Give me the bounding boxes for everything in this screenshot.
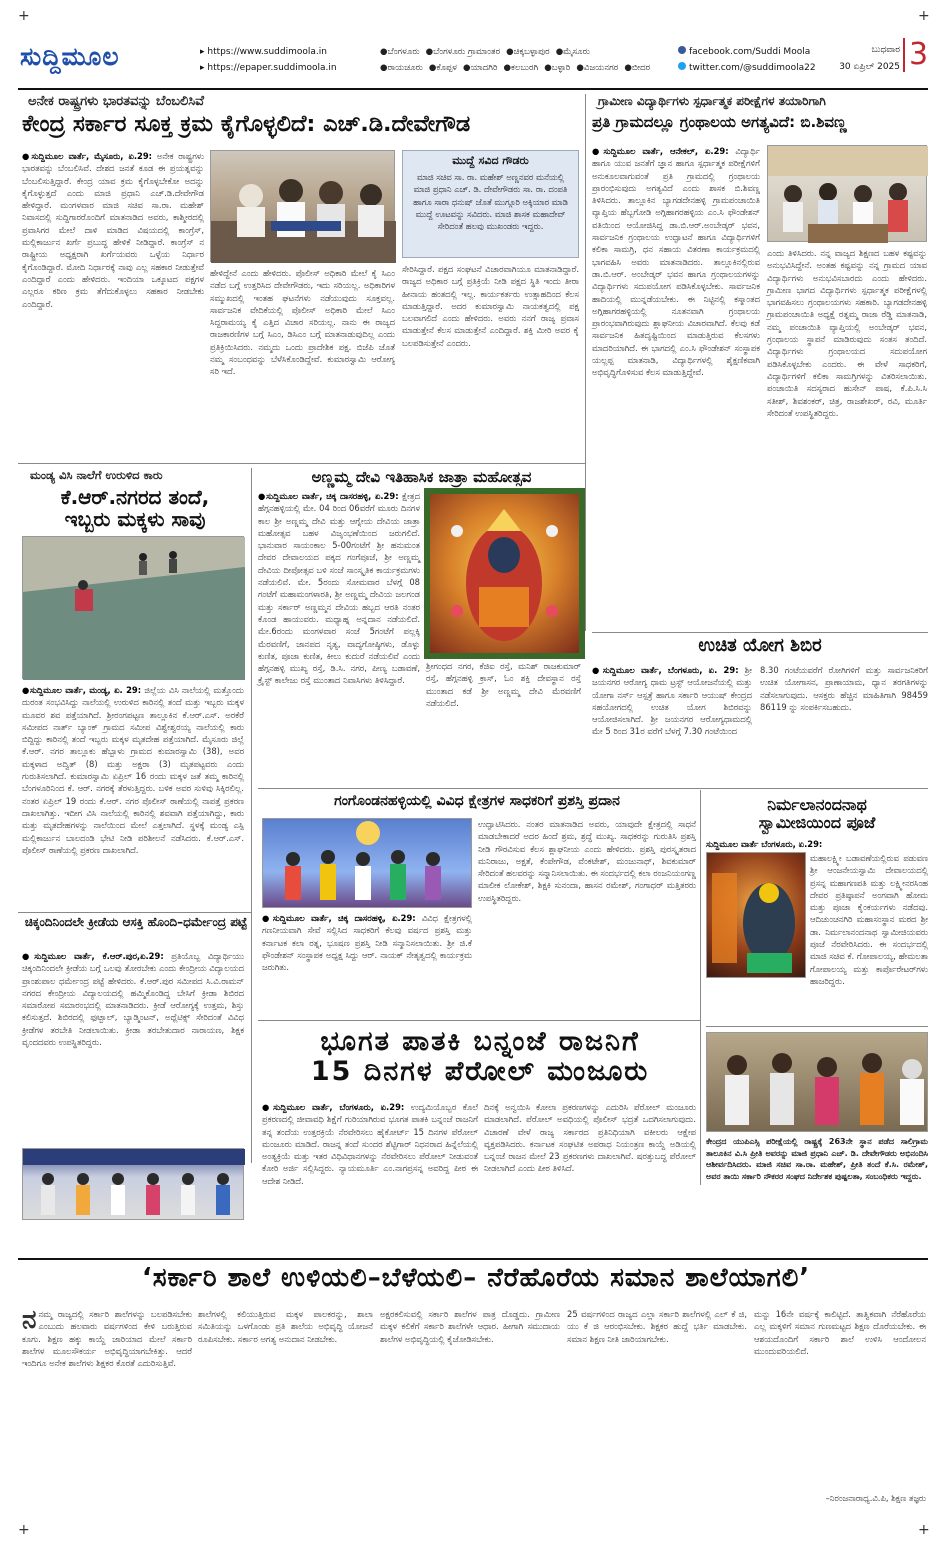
article-headline: ಅಣ್ಣಮ್ಮ ದೇವಿ ಇತಿಹಾಸಿಕ ಜಾತ್ರಾ ಮಹೋತ್ಸವ [311,468,532,486]
photo-figures [707,1033,929,1133]
registration-mark: + [18,1522,30,1538]
article-headline: ಭೂಗತ ಪಾತಕಿ ಬನ್ನಂಜೆ ರಾಜನಿಗೆ 15 ದಿನಗಳ ಪೆರೋಲ್ ಮಂಜೂರು [310,1026,650,1087]
page-number: 3 [903,38,928,72]
column-rule [585,94,586,631]
registration-mark: + [918,1522,930,1538]
article-headline: ಉಚಿತ ಯೋಗ ಶಿಬಿರ [698,635,822,656]
section-rule [706,1026,928,1027]
press-meet-photo [210,150,395,262]
social-links [678,44,816,76]
article-body: ದಿನಕ್ಕೆ ಅನ್ವಯಿಸಿ ಕೋಲಾ ಪ್ರಕರಣಗಳನ್ನು ಎದುರಿಸಿ ಪೆರೋಲ್ ಮಂಜೂರು ಮಾಡಲಾಗಿದೆ. ಪೆರೋಲ್ ಅವಧಿಯಲ್ಲಿ ಪೊಲೀಸ್ ಭದ್ರತೆ ಒದಗಿಸಲಾಗುವುದು. ವಿಚಾರಣೆ ವೇಳೆ ರಾಜ್ಯ ಸರ್ಕಾರದ ಪ್ರತಿನಿಧಿಯಾಗಿ ವಕೀಲರು ಆಕ್ಷೇಪ ವ್ಯಕ್ತಪಡಿಸಿದರು. ಕರ್ನಾಟಕ ಸಂಘಟಿತ ಅಪರಾಧ ನಿಯಂತ್ರಣ ಕಾಯ್ದೆ ಅಡಿಯಲ್ಲಿ ಬನ್ನಂಜೆ ರಾಜನ ಮೇಲೆ 23 ಪ್ರಕರಣಗಳು ದಾಖಲಾಗಿವೆ. ಷರತ್ತುಬದ್ಧ ಪೆರೋಲ್ ನೀಡಲಾಗಿದೆ ಎಂದು ಪೀಠ ತಿಳಿಸಿದೆ. [484,1102,696,1174]
article-body: ●ಸುದ್ದಿಮೂಲ ವಾರ್ತೆ, ಬೆಂಗಳೂರು, ಏ. 29: ಶ್ರೀ ಜಯನಗರ ಆರೋಗ್ಯ ಧಾಮ ಟ್ರಸ್ಟ್ ಆಯೋಜನೆಯಲ್ಲಿ ಮತ್ತು ಯೋಗಾ ನರ್ಸ್ ಆಸ್ಪತ್ರೆ ಹಾಗೂ ಸರ್ಕಾರಿ ಆಯುಷ್ ಕೇಂದ್ರದ ಸಹಯೋಗದಲ್ಲಿ ಉಚಿತ ಯೋಗ ಶಿಬಿರವನ್ನು ಆಯೋಜಿಸಲಾಗಿದೆ. ಶ್ರೀ ಜಯನಗರ ಆರೋಗ್ಯಧಾಮದಲ್ಲಿ ಮೇ 5 ರಿಂದ 31ರ ವರೆಗೆ ಬೆಳಗ್ಗೆ 7.30 ಗಂಟೆಯಿಂದ [592,665,752,737]
epaper-url[interactable]: ▸ https://epaper.suddimoola.in [200,63,337,73]
section-rule [258,1020,700,1021]
article-body: ●ಸುದ್ದಿಮೂಲ ವಾರ್ತೆ, ಕೆ.ಆರ್.ಪುರ,ಏ.29: ಪ್ರತಿಯೊಬ್ಬ ವಿದ್ಯಾರ್ಥಿಯು ಚಿಕ್ಕಂದಿನಿಂದಲೇ ಕ್ರೀಡೆಯ ಬಗ್ಗೆ ಒಲವು ತೋರಬೇಕು ಎಂದು ಕೇಂದ್ರೀಯ ವಿದ್ಯಾಲಯದ ಪ್ರಾಂಶುಪಾಲ ಧರ್ಮೇಂದ್ರ ಪಟ್ಟೆ ಹೇಳಿದರು. ಕೆ.ಆರ್.ಪುರ ಸಮೀಪದ ಸಿ.ವಿ.ರಾಮನ್ ನಗರದ ಕೇಂದ್ರೀಯ ವಿದ್ಯಾಲಯದಲ್ಲಿ ಹಮ್ಮಿಕೊಂಡಿದ್ದ ಬೇಸಿಗೆ ಕ್ರೀಡಾ ಶಿಬಿರದ ಸಮಾರೋಪ ಸಮಾರಂಭದಲ್ಲಿ ಮಾತನಾಡಿದರು. ಕ್ರೀಡೆ ಆರೋಗ್ಯಕ್ಕೆ ಉತ್ತಮ, ಶಿಸ್ತು ಕಲಿಸುತ್ತದೆ. ಶಿಬಿರದಲ್ಲಿ ಫುಟ್ಬಾಲ್, ಬ್ಯಾಡ್ಮಿಂಟನ್, ಅಥ್ಲೆಟಿಕ್ಸ್ ಸೇರಿದಂತೆ ವಿವಿಧ ಕ್ರೀಡೆಗಳ ತರಬೇತಿ ನೀಡಲಾಯಿತು. ಕ್ರೀಡಾ ತರಬೇತುದಾರ ನಾರಾಯಣ, ಶಿಕ್ಷಕ ವೃಂದದವರು ಉಪಸ್ಥಿತರಿದ್ದರು. [22,951,244,1048]
deity-figure [707,853,807,979]
editions-list: ●ಬೆಂಗಳೂರು ●ಬೆಂಗಳೂರು ಗ್ರಾಮಾಂತರ ●ಚಿಕ್ಕಬಳ್ಳಾಪುರ ●ಮೈಸೂರು ●ರಾಯಚೂರು ●ಕೊಪ್ಪಳ ●ಯಾದಗಿರಿ ●ಕಲಬುರಗಿ ●ಬಳ್ಳಾರಿ ●ವಿಜಯನಗರ ●ಬೀದರ [380,47,651,73]
canal-rescue-photo [22,536,244,679]
section-rule [258,788,928,789]
deity-photo [426,490,581,655]
box-title: ಮುದ್ದೆ ಸವಿದ ಗೌಡರು [452,154,529,167]
facebook-link[interactable]: facebook.com/Suddi Moola [678,44,816,60]
section-rule [18,463,585,464]
section-rule [18,912,251,913]
article-body: ●ಸುದ್ದಿಮೂಲ ವಾರ್ತೆ, ಚಿಕ್ಕ ದಾಸರಹಳ್ಳಿ, ಏ.29: ಕ್ಷೇತ್ರದ ಹೆಗ್ಗನಹಳ್ಳಿಯಲ್ಲಿ ಮೇ. 04 ರಿಂದ 06ವರೆಗೆ ಮೂರು ದಿನಗಳ ಕಾಲ ಶ್ರೀ ಅಣ್ಣಮ್ಮ ದೇವಿ ಮತ್ತು ಆಗ್ನೇಯ ದೇವಿಯ ಜಾತ್ರಾ ಮಹೋತ್ಸವ ಬಹಳ ವಿಜೃಂಭಣೆಯಿಂದ ಜರುಗಲಿದೆ. ಭಾನುವಾರ ಸಾಯಂಕಾಲ 5-00ಗಂಟೆಗೆ ಶ್ರೀ ಹನುಮಂತ ದೇವರ ದೇವಾಲಯದ ಪಕ್ಕದ ಗಂಗೆಪೂಜೆ, ಶ್ರೀ ಅಣ್ಣಮ್ಮ ದೇವಿಯ ದೀಪೋತ್ಸವ ಬಳಿ ಸಂಜೆ ಸಾಂಸ್ಕೃತಿಕ ಕಾರ್ಯಕ್ರಮಗಳು ನಡೆಯಲಿವೆ. ಮೇ. 5ರಂದು ಸೋಮವಾರ ಬೆಳಗ್ಗೆ 08 ಗಂಟೆಗೆ ಮಹಾಮಂಗಳಾರತಿ, ಶ್ರೀ ಅಣ್ಣಮ್ಮ ದೇವಿಯ ಜಲಗಂಡ ಮತ್ತು ಸರ್ಕಾರ್ ಅಣ್ಣಮ್ಮನ ದೇವಿಯ ಹಬ್ಬದ ಆರತಿ ನಂತರ ಕೊಂಡ ಹಾಯುವರು. ಮಧ್ಯಾಹ್ನ ಅನ್ನದಾನ ನಡೆಯಲಿದೆ. ಮೇ.6ರಂದು ಮಂಗಳವಾರ ಸಂಜೆ 5ಗಂಟೆಗೆ ಪಲ್ಲಕ್ಕಿ ಮೆರವಣಿಗೆ, ಜಾನಪದ ನೃತ್ಯ, ವಾದ್ಯಗೋಷ್ಠಿಗಳು, ಡೊಳ್ಳು ಕುಣಿತ, ಪೂಜಾ ಕುಣಿತ, ಕೀಲು ಕುದುರೆ ನಡೆಯಲಿವೆ ಎಂದು ಹೆಗ್ಗನಹಳ್ಳಿ ಮುಖ್ಯ ರಸ್ತೆ, ಡಿ.ಸಿ. ನಗರ, ಪೀಣ್ಯ ಬಡಾವಣೆ, ಕ್ರೈಸ್ಟ್ ಕಾಲೇಜು ರಸ್ತೆ ಮುಂತಾದ ನಿವಾಸಿಗಳು ತಿಳಿಸಿದ್ದಾರೆ. [258,491,420,686]
website-url[interactable]: ▸ https://www.suddimoola.in [200,47,327,57]
article-kicker: ಅನೇಕ ರಾಷ್ಟ್ರಗಳು ಭಾರತವನ್ನು ಬೆಂಬಲಿಸಿವೆ [28,94,205,109]
article-body: ●ಸುದ್ದಿಮೂಲ ವಾರ್ತೆ, ಆನೇಕಲ್, ಏ.29: ವಿದ್ಯಾರ್ಥಿ ಹಾಗೂ ಯುವ ಜನತೆಗೆ ಜ್ಞಾನ ಹಾಗೂ ಸ್ಪರ್ಧಾತ್ಮಕ ಪರೀಕ್ಷೆಗಳಿಗೆ ಅನುಕೂಲವಾಗುವಂತೆ ಪ್ರತಿ ಗ್ರಾಮದಲ್ಲಿ ಗ್ರಂಥಾಲಯ ಪ್ರಾರಂಭಿಸುವುದು ಅಗತ್ಯವಿದೆ ಎಂದು ಶಾಸಕ ಬಿ.ಶಿವಣ್ಣ ತಿಳಿಸಿದರು. ತಾಲ್ಲೂಕಿನ ಬ್ಯಾಗಡದೇನಹಳ್ಳಿ ಗ್ರಾಮಪಂಚಾಯಿತಿ ವ್ಯಾಪ್ತಿಯ ಹೆಬ್ಬಗೋಡಿ ಅಗ್ಗಿಹಾಗರಹಳ್ಳಿಯ ಎಂ.ಸಿ ಫೌಂಡೇಶನ್ ವತಿಯಿಂದ ಆಯೋಜಿಸಿದ್ದ ಡಾ.ಬಿ.ಆರ್.ಅಂಬೇಡ್ಕರ್ ಭವನ, ಸಾರ್ವಜನಿಕ ಗ್ರಂಥಾಲಯ ಉದ್ಘಾಟನೆ ಹಾಗೂ ವಿದ್ಯಾರ್ಥಿಗಳಿಗೆ ಕಲಿಕಾ ಸಾಮಗ್ರಿ, ಧನ ಸಹಾಯ ವಿತರಣಾ ಕಾರ್ಯಕ್ರಮದಲ್ಲಿ ಭಾಗವಹಿಸಿ ಅವರು ಮಾತನಾಡಿದರು. ತಾಲ್ಲೂಕಿನಲ್ಲಿರುವ ಡಾ.ಬಿ.ಆರ್. ಅಂಬೇಡ್ಕರ್ ಭವನ ಹಾಗೂ ಗ್ರಂಥಾಲಯಗಳನ್ನು ವಿದ್ಯಾರ್ಥಿಗಳು ಸದುಪಯೋಗ ಪಡಿಸಿಕೊಳ್ಳಬೇಕು. ಸಾರ್ವಜನಿಕ ಹಾದಿಯಲ್ಲಿ ಮುನ್ನಡೆಯಬೇಕು. ಈ ನಿಟ್ಟಿನಲ್ಲಿ ಕಸ್ಮಾಂತದ ಅಗ್ಗಿಹಾಗರಹಳ್ಳಿಯಲ್ಲಿ ನೂತನವಾಗಿ ಗ್ರಂಥಾಲಯ ಪ್ರಾರಂಭವಾಗಿರುವುದು ಶ್ಲಾಘನೀಯ ವಿಚಾರವಾಗಿದೆ. ಕೆಲವು ಕಡೆ ಸಾರ್ವಜನಿಕ ಹಿತದೃಷ್ಟಿಯಿಂದ ಮಾಡುತ್ತಿರುವ ಕೆಲಸಗಳು ಮಾದರಿಯಾಗಿದೆ. ಈ ಭಾಗದಲ್ಲಿ ಎಂ.ಸಿ ಫೌಂಡೇಶನ್ ಸಂಸ್ಥಾಪಕ ಯಲ್ಲಪ್ಪ ಮಾತನಾಡಿ, ವಿದ್ಯಾರ್ಥಿಗಳಲ್ಲಿ ಶೈಕ್ಷಣಿಕವಾಗಿ ಅಭಿವೃದ್ಧಿಗೊಳಿಸುವ ಕೆಲಸ ಮಾಡುತ್ತಿದ್ದೇವೆ. [592,146,760,378]
article-body: ●ಸುದ್ದಿಮೂಲ ವಾರ್ತೆ, ಬೆಂಗಳೂರು, ಏ.29: ಉದ್ಯಮಿಯೊಬ್ಬರ ಕೊಲೆ ಪ್ರಕರಣದಲ್ಲಿ ಜೀವಾವಧಿ ಶಿಕ್ಷೆಗೆ ಗುರಿಯಾಗಿರುವ ಭೂಗತ ಪಾತಕಿ ಬನ್ನಂಜೆ ರಾಜನಿಗೆ ತನ್ನ ತಂದೆಯ ಉತ್ತರಕ್ರಿಯೆ ನೆರವೇರಿಸಲು ಹೈಕೋರ್ಟ್ 15 ದಿನಗಳ ಪೆರೋಲ್ ಮಂಜೂರು ಮಾಡಿದೆ. ರಾಜನ್ನ ತಂದೆ ಸುಂದರ ಶೆಟ್ಟಿಗಾರ್ ನಿಧನರಾದ ಹಿನ್ನೆಲೆಯಲ್ಲಿ ಅಂತ್ಯಕ್ರಿಯೆ ಮತ್ತು ಇತರ ವಿಧಿವಿಧಾನಗಳನ್ನು ನೆರವೇರಿಸಲು ಪೆರೋಲ್ ನೀಡುವಂತೆ ಕೋರಿ ಅರ್ಜಿ ಸಲ್ಲಿಸಿದ್ದರು. ನ್ಯಾಯಮೂರ್ತಿ ಎಂ.ನಾಗಪ್ರಸನ್ನ ಅವರಿದ್ದ ಪೀಠ ಈ ಆದೇಶ ನೀಡಿದೆ. [262,1102,478,1186]
issue-date: ಬುಧವಾರ 30 ಏಪ್ರಿಲ್ 2025 [839,45,900,72]
twitter-link[interactable]: twitter.com/@suddimoola22 [678,60,816,76]
section-rule [592,632,928,633]
photo-caption: ಶ್ರೀಗಂಧದ ನಗರ, ಕೆಜಿಐ ರಸ್ತೆ, ಮನಿಶ್ ರಾಜಕುಮಾರ್ ರಸ್ತೆ, ಹೆಗ್ಗನಹಳ್ಳಿ ಕ್ರಾಸ್, ಓಂ ಶಕ್ತಿ ದೇವಸ್ಥಾನ ರಸ್ತೆ ಮುಂತಾದ ಕಡೆ ಶ್ರೀ ಅಣ್ಣಮ್ಮ ದೇವಿ ಮೆರವಣಿಗೆ ನಡೆಯಲಿದೆ. [426,661,581,708]
masthead [18,34,928,90]
article-author: –ನಿರಂಜನಾರಾಧ್ಯ.ವಿ.ಪಿ, ಶಿಕ್ಷಣ ತಜ್ಞರು [825,1493,926,1503]
section-rule [18,1258,928,1260]
article-body: ನನಮ್ಮ ರಾಜ್ಯದಲ್ಲಿ ಸರ್ಕಾರಿ ಶಾಲೆಗಳನ್ನು ಬಲಪಡಿಸಬೇಕು ಎಂಬುದು ಹಲವಾರು ವರ್ಷಗಳಿಂದ ಕೇಳಿ ಬರುತ್ತಿರುವ ಕೂಗು. ಶಿಕ್ಷಣ ಹಕ್ಕು ಕಾಯ್ದೆ ಜಾರಿಯಾದ ಮೇಲೆ ಸರ್ಕಾರಿ ಶಾಲೆಗಳ ಮೂಲಸೌಕರ್ಯ ಅಭಿವೃದ್ಧಿಯಾಗಬೇಕಿತ್ತು. ಆದರೆ ಇಂದಿಗೂ ಅನೇಕ ಶಾಲೆಗಳು ಶಿಕ್ಷಕರ ಕೊರತೆ ಎದುರಿಸುತ್ತಿವೆ. [22,1305,192,1369]
article-body: 25 ವರ್ಷಗಳಿಂದ ರಾಜ್ಯದ ಎಲ್ಲಾ ಸರ್ಕಾರಿ ಶಾಲೆಗಳಲ್ಲಿ ಎಲ್ ಕೆ ಜಿ, ಯು ಕೆ ಜಿ ಆರಂಭಿಸಬೇಕು. ಶಿಕ್ಷಕರ ಹುದ್ದೆ ಭರ್ತಿ ಮಾಡಬೇಕು. ಸಮಾನ ಶಿಕ್ಷಣ ನೀತಿ ಜಾರಿಯಾಗಬೇಕು. [567,1309,747,1344]
photo-figures [768,146,928,243]
article-headline: ಗಂಗೊಂಡನಹಳ್ಳಿಯಲ್ಲಿ ವಿವಿಧ ಕ್ಷೇತ್ರಗಳ ಸಾಧಕರಿಗೆ ಪ್ರಶಸ್ತಿ ಪ್ರದಾನ [334,793,620,809]
article-headline: ‘ಸರ್ಕಾರಿ ಶಾಲೆ ಉಳಿಯಲಿ–ಬೆಳೆಯಲಿ– ನೆರೆಹೊರೆಯ ಸಮಾನ ಶಾಲೆಯಾಗಲಿ’ [141,1263,811,1293]
registration-mark: + [18,8,30,24]
school-group-photo [22,1148,244,1220]
temple-pooja-photo [706,852,806,978]
website-links [200,44,337,76]
article-body: ಉದ್ಘಾಟಿಸಿದರು. ನಂತರ ಮಾತನಾಡಿದ ಅವರು, ಯಾವುದೇ ಕ್ಷೇತ್ರದಲ್ಲಿ ಸಾಧನೆ ಮಾಡಬೇಕಾದರೆ ಅದರ ಹಿಂದೆ ಶ್ರಮ, ಶ್ರದ್ಧೆ ಮುಖ್ಯ. ಸಾಧಕರನ್ನು ಗುರುತಿಸಿ ಪ್ರಶಸ್ತಿ ನೀಡಿ ಗೌರವಿಸುವ ಕೆಲಸ ಶ್ಲಾಘನೀಯ ಎಂದು ಹೇಳಿದರು. ಪ್ರಶಸ್ತಿ ಪುರಸ್ಕೃತರಾದ ಮನಿರಾಜು, ಅಕ್ಷತೆ, ಕೆಂಪೇಗೌಡ, ವೆಂಕಟೇಶ್, ಮಂಜುನಾಥ್, ಶಿವಕುಮಾರ್ ಸೇರಿದಂತೆ ಹಲವರನ್ನು ಸನ್ಮಾನಿಸಲಾಯಿತು. ಈ ಸಂದರ್ಭದಲ್ಲಿ ಕಲಾ ರಂಜನಿಯಂಗಣ್ಣ ಮಾಲೀಕ ಲೋಕೇಶ್, ಶಿಕ್ಷಕಿ ಸುನಂದಾ, ಹಾಸನ ರಮೇಶ್, ಗಂಗಾಧರ್ ಮತ್ತಿತರರು ಉಪಸ್ಥಿತರಿದ್ದರು. [478,819,696,903]
article-body: ಮನ್ನು 16ನೇ ವರ್ಷಕ್ಕೆ ಕಾಲಿಟ್ಟಿದೆ. ತಾತ್ವಿಕವಾಗಿ ನೆರೆಹೊರೆಯ ಎಲ್ಲ ಮಕ್ಕಳಿಗೆ ಸಮಾನ ಗುಣಮಟ್ಟದ ಶಿಕ್ಷಣ ದೊರೆಯಬೇಕು. ಈ ಆಶಯದೊಂದಿಗೆ ಸರ್ಕಾರಿ ಶಾಲೆ ಉಳಿಸಿ ಆಂದೋಲನ ಮುಂದುವರಿಯಲಿದೆ. [754,1309,926,1356]
article-body: ●ಸುದ್ದಿಮೂಲ ವಾರ್ತೆ, ಚಿಕ್ಕ ದಾಸರಹಳ್ಳಿ, ಏ.29: ವಿವಿಧ ಕ್ಷೇತ್ರಗಳಲ್ಲಿ ಗಣನೀಯವಾಗಿ ಸೇವೆ ಸಲ್ಲಿಸಿದ ಸಾಧಕರಿಗೆ ಕೆಲವು ವರ್ಷದ ಪ್ರಶಸ್ತಿ ಮತ್ತು ಕರ್ನಾಟಕ ಕಲಾ ರತ್ನ, ಭೂಷಣ ಪ್ರಶಸ್ತಿ ನೀಡಿ ಸನ್ಮಾನಿಸಲಾಯಿತು. ಶ್ರೀ ಜಿ.ಕೆ ಫೌಂಡೇಶನ್ ಸಂಸ್ಥಾಪಕ ಅಧ್ಯಕ್ಷ ಸಿದ್ದು ಆರ್. ನಾಯಕ್ ನೇತೃತ್ವದಲ್ಲಿ ಕಾರ್ಯಕ್ರಮ ಜರುಗಿತು. [262,913,473,973]
upsc-felicitation-photo [706,1032,928,1132]
column-rule [251,468,252,1163]
article-headline: ಪ್ರತಿ ಗ್ರಾಮದಲ್ಲೂ ಗ್ರಂಥಾಲಯ ಅಗತ್ಯವಿದೆ: ಬಿ.ಶಿವಣ್ಣ [592,113,847,131]
library-event-photo [767,145,927,242]
photo-figures [211,151,396,263]
box-text: ಮಾಜಿ ಸಚಿವ ಸಾ. ರಾ. ಮಹೇಶ್ ಅಣ್ಣನವರ ಮನೆಯಲ್ಲಿ ಮಾಜಿ ಪ್ರಧಾನಿ ಎಚ್. ಡಿ. ದೇವೇಗೌಡರು ಸಾ. ರಾ. ದಂಪತಿ ಹಾಗೂ ಸಾರಾ ಧನುಷ್ ಜೊತೆ ಮುಗ್ಗೂರಿ ಅಕ್ಕಿಯಾರ ಮಾಡಿ ಮುದ್ದೆ ಊಟವನ್ನು ಸವಿದರು. ಮಾಜಿ ಶಾಸಕ ಮಹಾದೇವ್ ಸೇರಿದಂತೆ ಹಲವು ಮುಖಂಡರು ಇದ್ದರು. [413,172,568,232]
article-headline: ನಿರ್ಮಲಾನಂದನಾಥ ಸ್ವಾಮೀಜಿಯಿಂದ ಪೂಜೆ [758,795,876,832]
article-kicker: ಗ್ರಾಮೀಣ ವಿದ್ಯಾರ್ಥಿಗಳು ಸ್ಪರ್ಧಾತ್ಮಕ ಪರೀಕ್ಷೆಗಳ ತಯಾರಿಗಾಗಿ [598,94,826,108]
facebook-icon [678,46,686,54]
article-body: ಹೇಳಿದ್ದೇನೆ ಎಂದು ಹೇಳಿದರು. ಪೊಲೀಸ್ ಅಧಿಕಾರಿ ಮೇಲೆ ಕೈ ಸಿಎಂ ನಡೆದ ಬಗ್ಗೆ ಉತ್ತರಿಸಿದ ದೇವೇಗೌಡರು, ಇದು ಸರಿಯಲ್ಲ. ಅಧಿಕಾರಿಗಳ ಸಮ್ಮುಖದಲ್ಲಿ ಇಂತಹ ಘಟನೆಗಳು ನಡೆಯುವುದು ಸೂಕ್ತವಲ್ಲ. ಸಾರ್ವಜನಿಕ ವೇದಿಕೆಯಲ್ಲಿ ಪೊಲೀಸ್ ಅಧಿಕಾರಿ ಮೇಲೆ ಸಿಎಂ ಸಿದ್ದರಾಮಯ್ಯ ಕೈ ಎತ್ತಿದ ವಿಚಾರ ಸರಿಯಲ್ಲ. ನಾನು ಈ ರಾಜ್ಯದ ರಾಜಕಾರಣಿಗಳ ಬಗ್ಗೆ ಸಿಎಂ, ಡಿಸಿಎಂ ಬಗ್ಗೆ ಮಾತನಾಡುವುದಿಲ್ಲ ಎಂದು ಪ್ರತಿಕ್ರಿಯಿಸಿದರು. ನಮ್ಮದು ಒಂದು ಪ್ರಾದೇಶಿಕ ಪಕ್ಷ. ಬಿಜೆಪಿ ಜೊತೆ ನಮ್ಮ ಸಂಬಂಧವನ್ನು ಬೆಳೆಸಿಕೊಂಡಿದ್ದೇವೆ. ಕುಮಾರಸ್ವಾಮಿ ಆರೋಗ್ಯ ಸರಿ ಇದೆ. [210,268,395,377]
article-body: ಎಂದು ತಿಳಿಸಿದರು. ನನ್ನ ವಾಜ್ಯದ ಶಿಕ್ಷಣದ ಬಹಳ ಕಷ್ಟವನ್ನು ಅನುಭವಿಸಿದ್ದೇನೆ. ಅಂತಹ ಕಷ್ಟವನ್ನು ನನ್ನ ಗ್ರಾಮದ ಯಾವ ವಿದ್ಯಾರ್ಥಿಗಳು ಅನುಭವಿಸಬಾರದು ಎಂದು ಹೇಳಿದರು. ಗ್ರಾಮೀಣ ಭಾಗದ ವಿದ್ಯಾರ್ಥಿಗಳು ಸ್ಪರ್ಧಾತ್ಮಕ ಪರೀಕ್ಷೆಗಳಲ್ಲಿ ಭಾಗವಹಿಸಲು ಗ್ರಂಥಾಲಯಗಳು ಸಹಕಾರಿ. ಬ್ಯಾಗಡದೇನಹಳ್ಳಿ ಗ್ರಾಮಪಂಚಾಯಿತಿ ಅಧ್ಯಕ್ಷೆ ರತ್ನಮ್ಮ ರಾಜಾ ರೆಡ್ಡಿ ಮಾತನಾಡಿ, ನಮ್ಮ ಪಂಚಾಯಿತಿ ವ್ಯಾಪ್ತಿಯಲ್ಲಿ ಅಂಬೇಡ್ಕರ್ ಭವನ, ಗ್ರಂಥಾಲಯ ಸ್ಥಾಪನೆ ಮಾಡಿರುವುದು ಸಂತಸ ತಂದಿದೆ. ವಿದ್ಯಾರ್ಥಿಗಳು ಗ್ರಂಥಾಲಯದ ಸದುಪಯೋಗ ಪಡಿಸಿಕೊಳ್ಳಬೇಕು ಎಂದರು. ಈ ವೇಳೆ ಸಾಧಕರಿಗೆ, ವಿದ್ಯಾರ್ಥಿಗಳಿಗೆ ಕಲಿಕಾ ಸಾಮಗ್ರಿಗಳನ್ನು ವಿತರಿಸಲಾಯಿತು. ಪಂಚಾಯಿತಿ ಸದಸ್ಯರಾದ ಹುಸೇನ್ ಪಾಷ, ಕೆ.ಪಿ.ಸಿ.ಸಿ ಸತೀಶ್, ಶಿವಶಂಕರ್, ಚಿತ್ರ, ರಾಜಶೇಖರ್, ರವಿ, ಮೂರ್ತಿ ಸೇರಿದಂತೆ ಉಪಸ್ಥಿತರಿದ್ದರು. [767,248,927,418]
article-headline: ಚಿಕ್ಕಂದಿನಿಂದಲೇ ಕ್ರೀಡೆಯ ಆಸಕ್ತಿ ಹೊಂದಿ–ಧರ್ಮೇಂದ್ರ ಪಟ್ಟೆ [24,915,248,929]
article-body: 8.30 ಗಂಟೆಯವರೆಗೆ ರೋಗಿಗಳಿಗೆ ಮತ್ತು ಸಾರ್ವಜನಿಕರಿಗೆ ಉಚಿತ ಯೋಗಾಸನ, ಪ್ರಾಣಾಯಾಮ, ಧ್ಯಾನ ತರಗತಿಗಳನ್ನು ನಡೆಸಲಾಗುವುದು. ಆಸಕ್ತರು ಹೆಚ್ಚಿನ ಮಾಹಿತಿಗಾಗಿ 98459 86119 ನ್ನು ಸಂಪರ್ಕಿಸಬಹುದು. [760,665,928,712]
twitter-icon [678,62,686,70]
article-body: ಸೇರಿಸಿದ್ದಾರೆ. ಪಕ್ಷದ ಸಂಘಟನೆ ವಿಚಾರವಾಗಿಯೂ ಮಾತನಾಡಿದ್ದಾರೆ. ರಾಜ್ಯದ ಅಧಿಕಾರ ಬಗ್ಗೆ ಪ್ರತಿಕ್ರಿಯೆ ನೀಡಿ ಪಕ್ಷದ ಸ್ಥಿತಿ ಇಂದು ತೀರಾ ಹೀನಾಯ ಹಂತದಲ್ಲಿ ಇಲ್ಲ. ಕಾರ್ಯಕರ್ತರು ಉತ್ಸಾಹದಿಂದ ಕೆಲಸ ಮಾಡುತ್ತಿದ್ದಾರೆ. ಅದರ ಕುಮಾರಸ್ವಾಮಿ ನಾಯಕತ್ವದಲ್ಲಿ ಪಕ್ಷ ಬಲವಾಗಲಿದೆ ಎಂದು ಹೇಳಿದರು. ಅವರು ನನಗೆ ರಾಜ್ಯ ಪ್ರವಾಸ ಮಾಡುತ್ತೇನೆ ಕೆಲಸ ಮಾಡುತ್ತೇನೆ ಎಂದಿದ್ದಾರೆ. ಶಕ್ತಿ ಮೀರಿ ಅವರ ಕೈ ಬಲಪಡಿಸುತ್ತೇನೆ ಎಂದರು. [402,264,579,348]
article-headline: ಕೇಂದ್ರ ಸರ್ಕಾರ ಸೂಕ್ತ ಕ್ರಮ ಕೈಗೊಳ್ಳಲಿದೆ: ಎಚ್.ಡಿ.ದೇವೇಗೌಡ [22,111,471,137]
registration-mark: + [918,8,930,24]
article-body: ●ಸುದ್ದಿಮೂಲ ವಾರ್ತೆ, ಮಂಡ್ಯ, ಏ. 29: ಜಿಲ್ಲೆಯ ವಿಸಿ ನಾಲೆಯಲ್ಲಿ ಮತ್ತೊಂದು ದುರಂತ ಸಂಭವಿಸಿದ್ದು ನಾಲೆಯಲ್ಲಿ ಉರುಳಿದ ಕಾರಿನಲ್ಲಿ ತಂದೆ ಮತ್ತು ಇಬ್ಬರು ಮಕ್ಕಳ ಮೂವರ ಶವ ಪತ್ತೆಯಾಗಿದೆ. ಶ್ರೀರಂಗಪಟ್ಟಣ ತಾಲ್ಲೂಕಿನ ಕೆ.ಆರ್.ಎಸ್. ಅರಕೆರೆ ಸಮೀಪದ ನಾರ್ತ್ ಬ್ಯಾಂಕ್ ಗ್ರಾಮದ ಸಮೀಪ ವಿಶ್ವೇಶ್ವರಯ್ಯ ನಾಲೆಯಲ್ಲಿ ಕಾರು ಬಿದ್ದಿದ್ದು ಕಾರಿನಲ್ಲಿ ತಂದೆ ಇಬ್ಬರು ಮಕ್ಕಳ ಮೃತದೇಹ ಪತ್ತೆಯಾಗಿದೆ. ಮೈಸೂರು ಜಿಲ್ಲೆ ಕೆ.ಆರ್. ನಗರ ತಾಲ್ಲೂಕು ಹೆಬ್ಬಾಳು ಗ್ರಾಮದ ಕುಮಾರಸ್ವಾಮಿ (38), ಅವರ ಮಕ್ಕಳಾದ ಅದ್ವಿತ್ (8) ಮತ್ತು ಅಕ್ಷರಾ (3) ಮೃತಪಟ್ಟವರು ಎಂದು ಗುರುತಿಸಲಾಗಿದೆ. ಕುಮಾರಸ್ವಾಮಿ ಏಪ್ರಿಲ್ 16 ರಂದು ಮಕ್ಕಳ ಜತೆ ತಮ್ಮ ಕಾರಿನಲ್ಲಿ ಬೆಂಗಳೂರಿನಿಂದ ಕೆ. ಆರ್. ನಗರಕ್ಕೆ ತೆರಳುತ್ತಿದ್ದರು. ಬಳಿಕ ಅವರ ಸುಳಿವು ಸಿಕ್ಕಿರಲಿಲ್ಲ. ನಂತರ ಏಪ್ರಿಲ್ 19 ರಂದು ಕೆ.ಆರ್. ನಗರ ಪೊಲೀಸ್ ಠಾಣೆಯಲ್ಲಿ ನಾಪತ್ತೆ ಪ್ರಕರಣ ದಾಖಲಾಗಿತ್ತು. ಇದೀಗ ವಿಸಿ ನಾಲೆಯಲ್ಲಿ ಕಾರಿನಲ್ಲಿ ಶವವಾಗಿ ಪತ್ತೆಯಾಗಿದ್ದು, ಕಾರು ಮತ್ತು ಮೃತದೇಹಗಳನ್ನು ನಾಲೆಯಿಂದ ಮೇಲೆ ಎತ್ತಲಾಗಿದೆ. ಸ್ಥಳಕ್ಕೆ ಮಂಡ್ಯ ಎಸ್ಪಿ ಮಲ್ಲಿಕಾರ್ಜುನ ಬಾಲದಂಡಿ ಭೇಟಿ ನೀಡಿ ಪರಿಶೀಲನೆ ನಡೆಸಿದರು. ಕೆ.ಆರ್.ಎಸ್. ಪೊಲೀಸ್ ಠಾಣೆಯಲ್ಲಿ ಪ್ರಕರಣ ದಾಖಲಾಗಿದೆ. [22,685,244,855]
article-body: ●ಸುದ್ದಿಮೂಲ ವಾರ್ತೆ, ಮೈಸೂರು, ಏ.29: ಅನೇಕ ರಾಷ್ಟ್ರಗಳು ಭಾರತವನ್ನು ಬೆಂಬಲಿಸಿವೆ. ದೇಶದ ಜನತೆ ಕೂಡ ಈ ಪ್ರಯತ್ನವನ್ನು ಬೆಂಬಲಿಸುತ್ತಿದ್ದಾರೆ. ಕೇಂದ್ರ ಯಾವ ಕ್ರಮ ಕೈಗೊಳ್ಳಬೇಕೋ ಅದನ್ನು ಕೈಗೊಳ್ಳುತ್ತದೆ ಎಂದು ಮಾಜಿ ಪ್ರಧಾನಿ ಎಚ್.ಡಿ.ದೇವೇಗೌಡ ಹೇಳಿದ್ದಾರೆ. ಮಂಗಳವಾರ ಮಾಜಿ ಸಚಿವ ಸಾ.ರಾ. ಮಹೇಶ್ ನಿವಾಸದಲ್ಲಿ ಸುದ್ದಿಗಾರರೊಂದಿಗೆ ಮಾತನಾಡಿದ ಅವರು, ಕಾಶ್ಮೀರದಲ್ಲಿ ಪ್ರವಾಸಿಗರ ಮೇಲೆ ದಾಳಿ ಮಾಡಿದ ವಿಷಯದಲ್ಲಿ ಕಾಂಗ್ರೆಸ್, ಮಲ್ಲಿಕಾರ್ಜುನ ಖರ್ಗೆ ಪ್ರಬುದ್ಧ ಹೇಳಿಕೆ ನೀಡಿದ್ದಾರೆ. ಕಾಂಗ್ರೆಸ್ ನ ರಾಷ್ಟ್ರೀಯ ಅಧ್ಯಕ್ಷರಾಗಿ ಖರ್ಗೆಯವರು ಒಳ್ಳೆಯ ನಿರ್ಧಾರ ಕೈಗೊಂಡಿದ್ದಾರೆ. ಮೋದಿ ನಿರ್ಧಾರಕ್ಕೆ ನಾವು ಎಲ್ಲ ಸಹಕಾರ ನೀಡುತ್ತೇವೆ ಎಂದಿದ್ದಾರೆ ಎಂದು ಹೇಳಿದರು. ಇಂದಿಯಾ ಒಕ್ಕೂಟದ ಪಕ್ಷಗಳ ಎಲ್ಲರೂ ಕಠಿಣ ಕ್ರಮ ತೆಗೆದುಕೊಳ್ಳಲು ಸಹಕಾರ ನೀಡಬೇಕು ಎಂದಿದ್ದಾರೆ. [22,151,204,309]
deity-figure [427,491,582,656]
column-rule [700,790,701,1185]
article-headline: ಕೆ.ಆರ್.ನಗರದ ತಂದೆ, ಇಬ್ಬರು ಮಕ್ಕಳು ಸಾವು [60,485,210,531]
newspaper-logo: ಸುದ್ದಿಮೂಲ [20,42,120,71]
photo-figures [263,819,473,909]
article-kicker: ಮಂಡ್ಯ ವಿಸಿ ನಾಲೆಗೆ ಉರುಳಿದ ಕಾರು [30,468,163,482]
photo-figures [23,1149,245,1221]
photo-scene [23,537,245,680]
article-dateline: ಸುದ್ದಿಮೂಲ ವಾರ್ತೆ ಬೆಂಗಳೂರು, ಏ.29: [706,839,823,849]
article-body: ಶಾಲೆಗಳಲ್ಲಿ ಕಲಿಯುತ್ತಿರುವ ಮಕ್ಕಳ ಪಾಲಕರನ್ನು, ಶಾಲಾ ಸಮಿತಿಯನ್ನು ಒಳಗೊಂಡು ಪ್ರತಿ ಶಾಲೆಯ ಅಭಿವೃದ್ಧಿ ಯೋಜನೆ ರೂಪಿಸಬೇಕು. ಸರ್ಕಾರ ಅಗತ್ಯ ಅನುದಾನ ನೀಡಬೇಕು. [198,1309,373,1344]
article-body: ಅಕ್ಷರಕಲಿಸುವಲ್ಲಿ ಸರ್ಕಾರಿ ಶಾಲೆಗಳ ಪಾತ್ರ ದೊಡ್ಡದು. ಗ್ರಾಮೀಣ ಮಕ್ಕಳ ಕಲಿಕೆಗೆ ಸರ್ಕಾರಿ ಶಾಲೆಗಳೇ ಆಧಾರ. ಹೀಗಾಗಿ ಸಮುದಾಯ ಶಾಲೆಗಳ ಅಭಿವೃದ್ಧಿಯಲ್ಲಿ ಕೈಜೋಡಿಸಬೇಕು. [380,1309,560,1344]
photo-caption: ಕೇಂದ್ರದ ಯುಪಿಎಸ್ಸಿ ಪರೀಕ್ಷೆಯಲ್ಲಿ ರಾಷ್ಟ್ರಕ್ಕೆ 263ನೇ ಸ್ಥಾನ ಪಡೆದ ಸಾಲಿಗ್ರಾಮ ತಾಲೂಕಿನ ವಿ.ಸಿ ಪ್ರೀತಿ ಅವರನ್ನು ಮಾಜಿ ಪ್ರಧಾನಿ ಎಚ್. ಡಿ. ದೇವೇಗೌಡರು ಅಭಿನಂದಿಸಿ ಆಶೀರ್ವದಿಸಿದರು. ಮಾಜಿ ಸಚಿವ ಸಾ.ರಾ. ಮಹೇಶ್, ಪ್ರೀತಿ ತಂದೆ ಕೆ.ಸಿ. ರಮೇಶ್, ಅವರ ತಾಯಿ ಸರ್ಕಾರಿ ನೌಕರರ ಸಂಘದ ನಿರ್ದೇಶಕ ಪುಷ್ಪಲತಾ, ಸಂಬಂಧಿಕರು ಇದ್ದರು. [706,1137,928,1181]
sidebar-box [402,150,579,258]
article-body: ಮಹಾಲಕ್ಷ್ಮೀ ಬಡಾವಣೆಯಲ್ಲಿರುವ ಪಡುವಣ ಶ್ರೀ ಆಂಜನೇಯಸ್ವಾಮಿ ದೇವಾಲಯದಲ್ಲಿ ಪ್ರಸನ್ನ ಮಹಾಗಣಪತಿ ಮತ್ತು ಲಕ್ಷ್ಮೀನರಸಿಂಹ ದೇವರ ಪ್ರತಿಷ್ಠಾಪನೆ ಅಂಗವಾಗಿ ಹೋಮ ಮತ್ತು ಪೂಜಾ ಕೈಂಕರ್ಯಗಳು ನಡೆದವು. ಆದಿಚುಂಚನಗಿರಿ ಮಹಾಸಂಸ್ಥಾನ ಮಠದ ಶ್ರೀ ಡಾ. ನಿರ್ಮಲಾನಂದನಾಥ ಸ್ವಾಮೀಜಿಯವರು ಪೂಜೆ ನೆರವೇರಿಸಿದರು. ಈ ಸಂದರ್ಭದಲ್ಲಿ ಮಾಜಿ ಸಚಿವ ಕೆ. ಗೋಪಾಲಯ್ಯ, ಹೇಮಲತಾ ಗೋಪಾಲಯ್ಯ ಮತ್ತು ಕಾರ್ಪೊರೇಟರ್‌ಗಳು ಹಾಜರಿದ್ದರು. [810,853,928,986]
award-ceremony-photo [262,818,472,908]
